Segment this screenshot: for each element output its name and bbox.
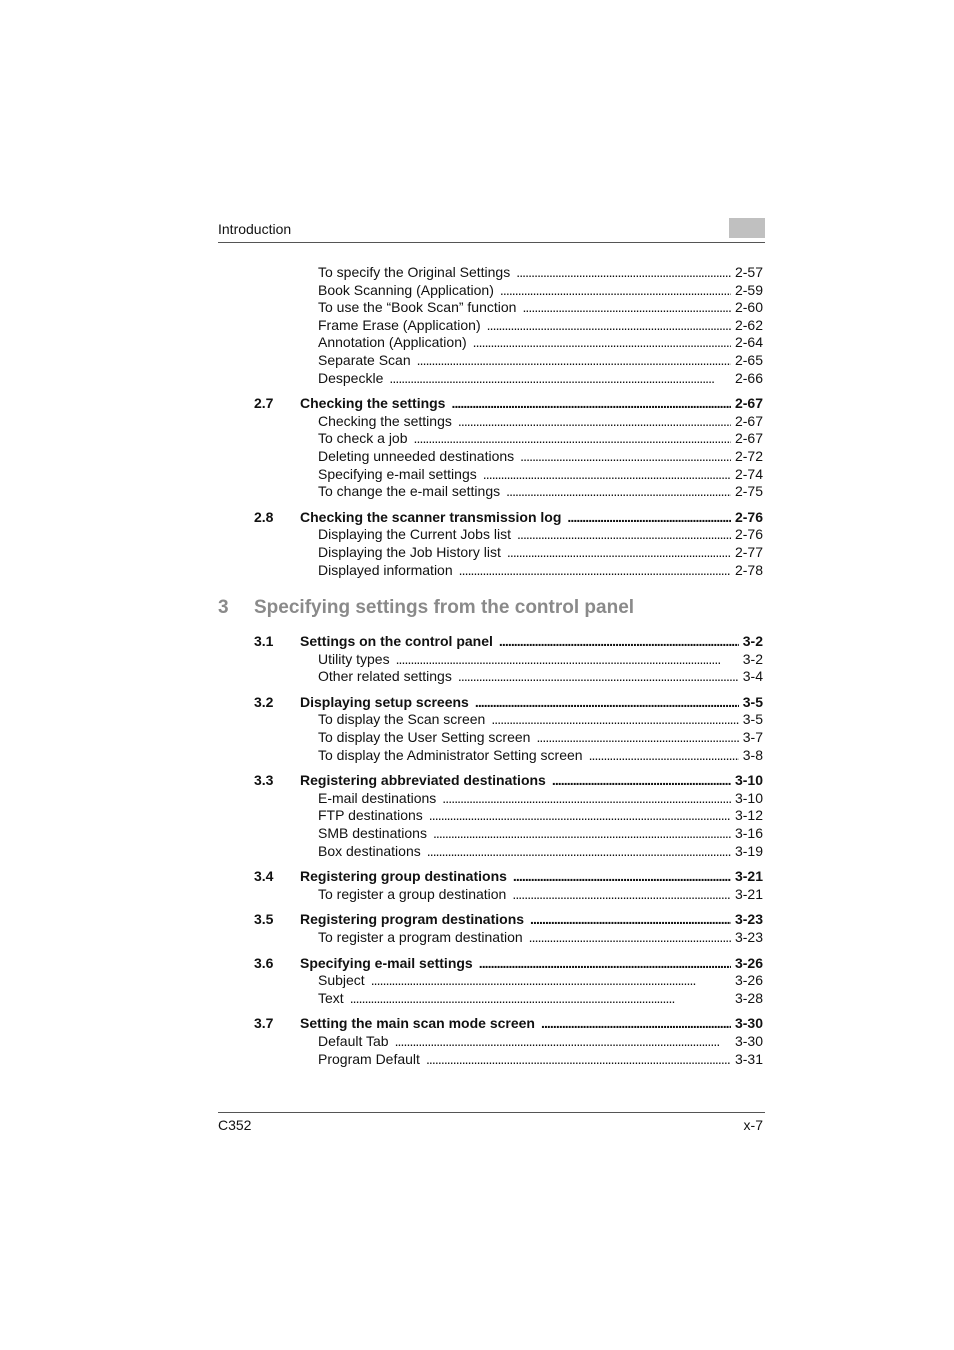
dot-leader <box>479 955 731 973</box>
toc-entry-title: To change the e-mail settings <box>318 483 501 500</box>
toc-entry[interactable] <box>218 299 763 317</box>
dot-leader <box>473 334 731 352</box>
toc-entry[interactable] <box>218 466 763 484</box>
toc-entry[interactable] <box>218 544 763 562</box>
toc-entry[interactable] <box>218 651 763 669</box>
toc-entry[interactable] <box>218 711 763 729</box>
dot-leader <box>396 651 739 669</box>
dot-leader <box>427 843 731 861</box>
toc-section-number: 3.5 <box>254 911 274 928</box>
dot-leader <box>522 299 731 317</box>
dot-leader <box>536 729 738 747</box>
toc-section-number: 3.4 <box>254 868 274 885</box>
toc-entry[interactable] <box>218 843 763 861</box>
toc-section-number: 2.8 <box>254 508 274 525</box>
toc-page-number: 3-23 <box>734 929 763 945</box>
dot-leader <box>395 1033 731 1051</box>
toc-entry-title: Registering program destinations <box>300 911 525 928</box>
toc-entry-title: To use the “Book Scan” function <box>318 299 517 316</box>
toc-entry[interactable] <box>218 282 763 300</box>
toc-page-number: 2-60 <box>734 299 763 316</box>
dot-leader <box>520 448 731 466</box>
toc-entry-title: Registering abbreviated destinations <box>300 772 546 789</box>
dot-leader <box>491 711 738 729</box>
toc-entry-title: To specify the Original Settings <box>318 264 511 280</box>
dot-leader <box>517 526 731 544</box>
toc-entry[interactable] <box>218 370 763 388</box>
toc-entry-title: To register a program destination <box>318 929 523 945</box>
dot-leader <box>512 886 731 904</box>
dot-leader <box>513 868 731 886</box>
dot-leader <box>552 772 731 790</box>
dot-leader <box>475 694 739 712</box>
page-header <box>218 218 765 243</box>
toc-page-number: 3-28 <box>734 989 763 1006</box>
dot-leader <box>389 370 731 388</box>
toc-page-number: 3-23 <box>734 911 763 928</box>
dot-leader <box>541 1015 731 1033</box>
toc-page-number: 2-75 <box>734 483 763 500</box>
dot-leader <box>516 264 731 282</box>
toc-page-number: 3-8 <box>742 746 763 763</box>
toc-entry-title: Checking the scanner transmission log <box>300 508 562 525</box>
dot-leader <box>459 562 731 580</box>
toc-section-number: 2.7 <box>254 395 274 412</box>
dot-leader <box>458 668 739 686</box>
toc-page-number: 2-67 <box>734 395 763 412</box>
toc-entry-title: Separate Scan <box>318 351 411 368</box>
toc-entry[interactable] <box>218 352 763 370</box>
dot-leader <box>530 911 731 929</box>
toc-entry-title: To register a group destination <box>318 885 507 902</box>
toc-page-number: 2-77 <box>734 543 763 560</box>
toc-entry-title: Deleting unneeded destinations <box>318 447 515 464</box>
toc-entry[interactable] <box>218 483 763 501</box>
toc-page-number: 2-76 <box>734 508 763 525</box>
toc-page-number: 3-2 <box>742 633 763 650</box>
toc-entry[interactable] <box>218 334 763 352</box>
toc-page-number: 2-66 <box>734 369 763 386</box>
toc-page-number: 2-62 <box>734 316 763 333</box>
toc-entry[interactable] <box>218 413 763 431</box>
toc-section-entry[interactable] <box>218 868 763 886</box>
toc-entry-title: Specifying e-mail settings <box>300 954 473 971</box>
toc-entry-title: Despeckle <box>318 369 384 386</box>
chapter-number: 3 <box>218 597 229 619</box>
toc-section-entry[interactable] <box>218 955 763 973</box>
toc-entry[interactable] <box>218 790 763 808</box>
toc-section-entry[interactable] <box>218 911 763 929</box>
chapter-heading[interactable] <box>218 591 763 625</box>
toc-section-number: 3.3 <box>254 772 274 789</box>
toc-entry-title: Subject <box>318 972 365 989</box>
dot-leader <box>507 544 731 562</box>
toc-page-number: 3-16 <box>734 825 763 842</box>
dot-leader <box>499 633 739 651</box>
page-footer <box>218 1112 765 1135</box>
toc-entry-title: Displaying the Current Jobs list <box>318 526 511 543</box>
toc-entry-title: Displaying setup screens <box>300 693 469 710</box>
toc-page-number: 3-19 <box>734 842 763 859</box>
toc-entry-title: Checking the settings <box>300 395 446 412</box>
toc-entry[interactable] <box>218 448 763 466</box>
toc-entry-title: E-mail destinations <box>318 789 437 806</box>
toc-entry[interactable] <box>218 430 763 448</box>
toc-section-entry[interactable] <box>218 633 763 651</box>
dot-leader <box>567 509 731 527</box>
dot-leader <box>350 990 731 1008</box>
header-title: Introduction <box>218 221 292 237</box>
toc-page-number: 3-30 <box>734 1032 763 1049</box>
toc-section-number: 3.1 <box>254 633 274 650</box>
toc-entry-title: Displaying the Job History list <box>318 543 501 560</box>
toc-entry-title: Annotation (Application) <box>318 334 467 351</box>
footer-page-number: x-7 <box>743 1117 763 1133</box>
toc-entry[interactable] <box>218 668 763 686</box>
toc-page-number: 3-10 <box>734 789 763 806</box>
toc-page-number: 3-2 <box>742 650 763 667</box>
toc-page-number: 3-7 <box>742 729 763 746</box>
toc-entry-title: Settings on the control panel <box>300 633 493 650</box>
toc-page-number: 2-64 <box>734 334 763 351</box>
toc-section-number: 3.2 <box>254 693 274 710</box>
toc-entry[interactable] <box>218 526 763 544</box>
toc-page-number: 3-30 <box>734 1015 763 1032</box>
toc-page-number: 2-74 <box>734 465 763 482</box>
toc-entry-title: Frame Erase (Application) <box>318 316 481 333</box>
toc-entry-title: Book Scanning (Application) <box>318 281 494 298</box>
header-tab-marker <box>729 218 765 238</box>
toc-page-number: 2-57 <box>734 264 763 280</box>
dot-leader <box>483 466 731 484</box>
toc-section-number: 3.7 <box>254 1015 274 1032</box>
toc-entry-title: Default Tab <box>318 1032 389 1049</box>
toc-entry-title: FTP destinations <box>318 807 423 824</box>
dot-leader <box>506 483 731 501</box>
toc-entry[interactable] <box>218 264 763 282</box>
toc-page-number: 3-26 <box>734 972 763 989</box>
toc-entry-title: Specifying e-mail settings <box>318 465 477 482</box>
toc-entry-title: Text <box>318 989 344 1006</box>
dot-leader <box>417 352 731 370</box>
toc-section-entry[interactable] <box>218 509 763 527</box>
dot-leader <box>433 825 731 843</box>
toc-page-number: 3-10 <box>734 772 763 789</box>
toc-page-number: 2-67 <box>734 412 763 429</box>
toc-page-number: 2-76 <box>734 526 763 543</box>
toc-entry[interactable] <box>218 929 763 947</box>
toc-entry-title: Other related settings <box>318 668 452 685</box>
toc-page-number: 3-5 <box>742 693 763 710</box>
toc-entry-title: Program Default <box>318 1050 420 1067</box>
toc-entry-title: Utility types <box>318 650 390 667</box>
dot-leader <box>451 395 731 413</box>
toc-entry[interactable] <box>218 990 763 1008</box>
toc-entry-title: To display the Administrator Setting screen <box>318 746 583 763</box>
toc-entry-title: To display the Scan screen <box>318 711 486 728</box>
toc-entry-title: Registering group destinations <box>300 868 507 885</box>
toc-section-number: 3.6 <box>254 954 274 971</box>
toc-entry[interactable] <box>218 1051 763 1069</box>
dot-leader <box>426 1051 731 1069</box>
toc-entry[interactable] <box>218 825 763 843</box>
toc-entry[interactable] <box>218 972 763 990</box>
toc-entry-title: To check a job <box>318 430 408 447</box>
dot-leader <box>487 317 731 335</box>
dot-leader <box>458 413 731 431</box>
toc-page-number: 2-65 <box>734 351 763 368</box>
toc-section-entry[interactable] <box>218 395 763 413</box>
chapter-title: Specifying settings from the control panel <box>254 597 635 619</box>
dot-leader <box>529 929 731 947</box>
toc-page-number: 3-21 <box>734 885 763 902</box>
toc-entry-title: Displayed information <box>318 561 453 578</box>
toc-entry-title: SMB destinations <box>318 825 427 842</box>
toc-entry[interactable] <box>218 317 763 335</box>
dot-leader <box>442 790 731 808</box>
toc-page-number: 2-67 <box>734 430 763 447</box>
toc-page-number: 2-59 <box>734 281 763 298</box>
toc-page-number: 3-5 <box>742 711 763 728</box>
toc-entry[interactable] <box>218 747 763 765</box>
toc-entry[interactable] <box>218 886 763 904</box>
toc-page-number: 3-21 <box>734 868 763 885</box>
toc-entry[interactable] <box>218 807 763 825</box>
toc-entry-title: To display the User Setting screen <box>318 729 531 746</box>
toc-page-number: 3-4 <box>742 668 763 685</box>
toc-entry[interactable] <box>218 562 763 580</box>
toc-entry-title: Box destinations <box>318 842 421 859</box>
toc-section-entry[interactable] <box>218 1015 763 1033</box>
dot-leader <box>429 807 731 825</box>
dot-leader <box>589 747 739 765</box>
toc-page-number: 2-78 <box>734 561 763 578</box>
toc-section-entry[interactable] <box>218 694 763 712</box>
toc-section-entry[interactable] <box>218 772 763 790</box>
toc-page-number: 2-72 <box>734 447 763 464</box>
toc-entry[interactable] <box>218 1033 763 1051</box>
toc-entry[interactable] <box>218 729 763 747</box>
toc-page-number: 3-26 <box>734 954 763 971</box>
dot-leader <box>414 430 731 448</box>
toc-entry-title: Checking the settings <box>318 412 452 429</box>
dot-leader <box>500 282 731 300</box>
toc-page-number: 3-12 <box>734 807 763 824</box>
toc-entry-title: Setting the main scan mode screen <box>300 1015 535 1032</box>
footer-model: C352 <box>218 1117 252 1133</box>
dot-leader <box>371 972 731 990</box>
toc-page-number: 3-31 <box>734 1050 763 1067</box>
table-of-contents <box>218 264 763 1068</box>
